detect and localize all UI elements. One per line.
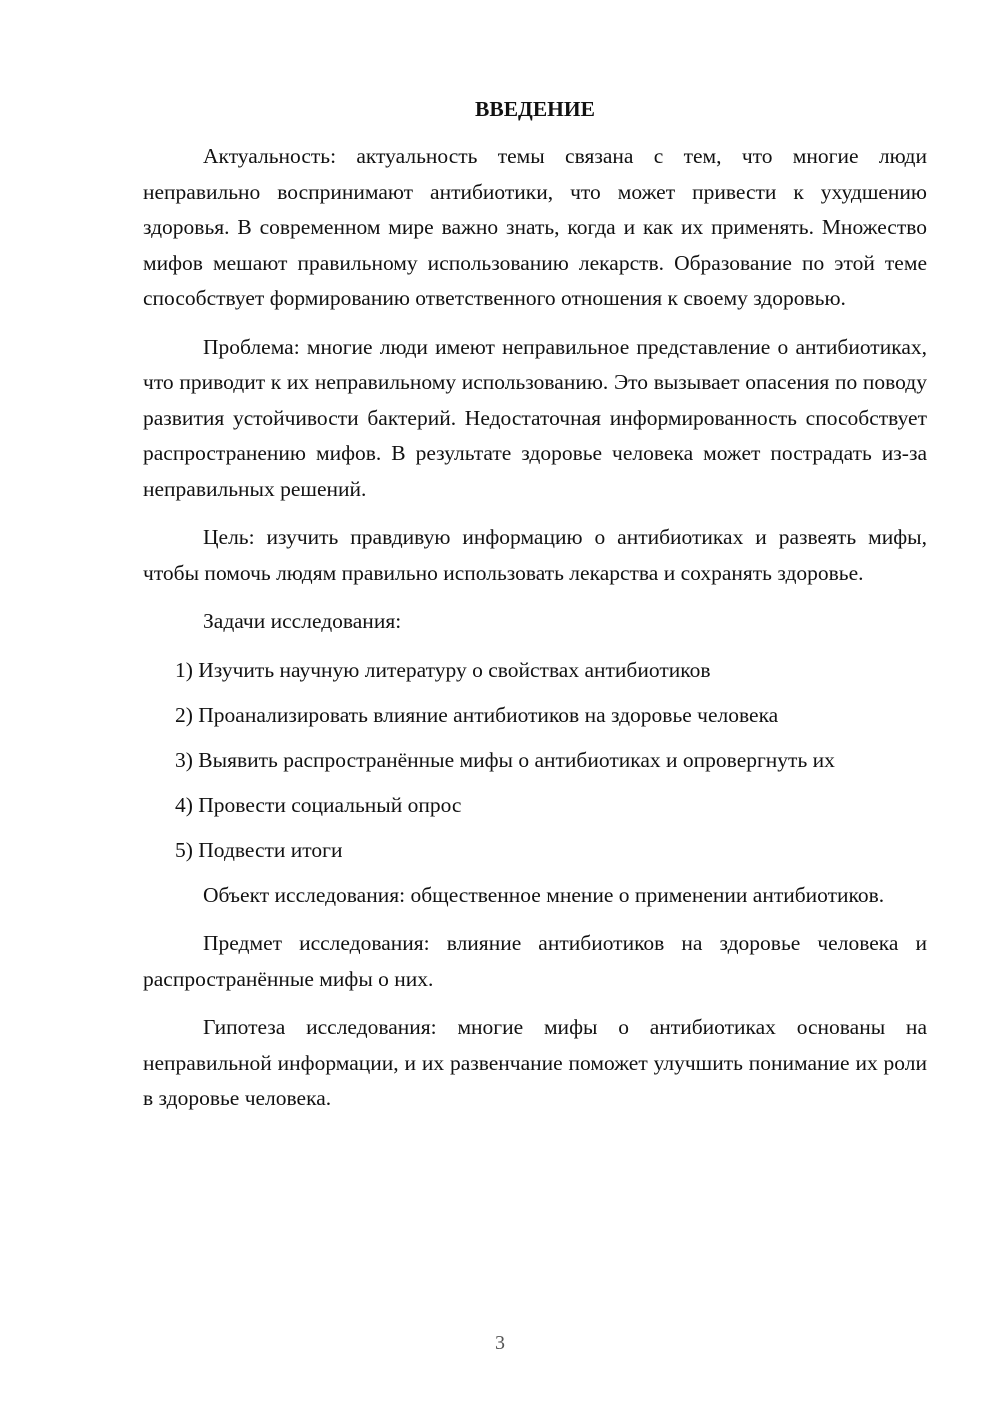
hypothesis-paragraph: Гипотеза исследования: многие мифы о антибиотиках основаны на неправильной информации, и их развенчание поможет улучшить понимание их роли в здоровье человека. [143, 1015, 927, 1110]
task-item-4: 4) Провести социальный опрос [175, 792, 462, 817]
tasks-title: Задачи исследования: [203, 609, 402, 633]
object-paragraph: Объект исследования: общественное мнение о применении антибиотиков. [203, 882, 885, 907]
task-item-1: 1) Изучить научную литературу о свойствах антибиотиков [175, 657, 711, 682]
page-content [143, 92, 927, 1130]
relevance-paragraph: Актуальность: актуальность темы связана с тем, что многие люди неправильно воспринимают антибиотики, что может привести к ухудшению здоровья. В современном мире важно знать, когда и как их применять. Множество мифов мешают правильному использованию лекарств. Образование по этой теме способствует формированию ответственного отношения к своему здоровью. [143, 144, 927, 310]
subject-paragraph: Предмет исследования: влияние антибиотиков на здоровье человека и распространённые мифы о них. [143, 931, 927, 991]
task-item-3: 3) Выявить распространённые мифы о антибиотиках и опровергнуть их [175, 747, 835, 772]
goal-paragraph: Цель: изучить правдивую информацию о антибиотиках и развеять мифы, чтобы помочь людям правильно использовать лекарства и сохранять здоровье. [143, 525, 927, 585]
page-number: 3 [495, 1332, 505, 1354]
task-item-2: 2) Проанализировать влияние антибиотиков на здоровье человека [175, 702, 779, 727]
section-heading: ВВЕДЕНИЕ [475, 97, 595, 121]
problem-paragraph: Проблема: многие люди имеют неправильное представление о антибиотиках, что приводит к их неправильному использованию. Это вызывает опасения по поводу развития устойчивости бактерий. Недостаточная информированность способствует распространению мифов. В результате здоровье человека может пострадать из-за неправильных решений. [143, 334, 927, 501]
task-item-5: 5) Подвести итоги [175, 837, 343, 862]
